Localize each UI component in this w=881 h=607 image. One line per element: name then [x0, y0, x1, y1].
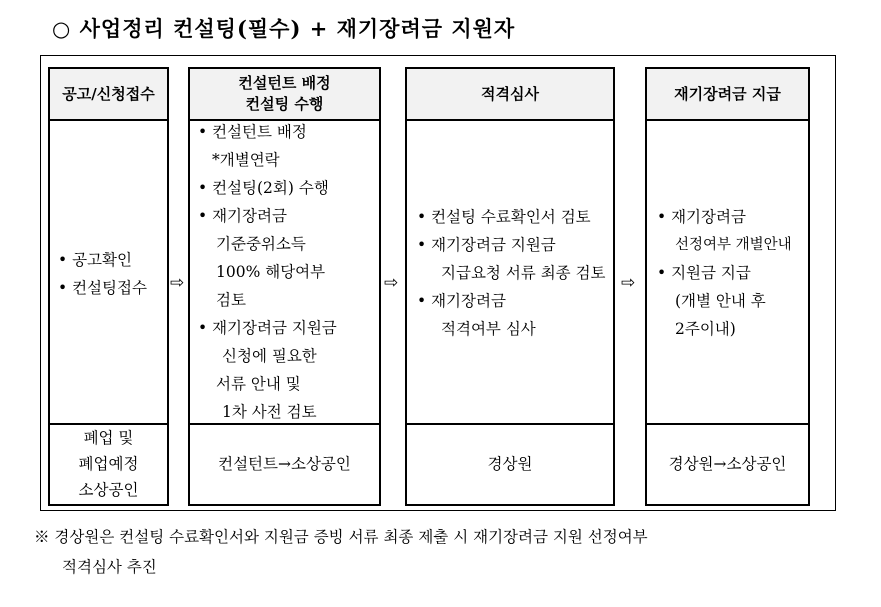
- body-line: • 재기장려금 지원금: [198, 319, 337, 337]
- header-line: 공고/신청접수: [62, 84, 155, 103]
- step-body: [50, 119, 167, 425]
- footer-line: 폐업 및: [83, 428, 134, 447]
- step-payment: [645, 67, 810, 506]
- header-line: 컨설팅 수행: [245, 95, 324, 113]
- footer-line: 컨설턴트→소상공인: [218, 454, 351, 473]
- body-line: (개별 안내 후: [675, 292, 766, 310]
- body-line: • 컨설팅접수: [58, 279, 147, 297]
- header-line: 적격심사: [481, 84, 539, 103]
- step-body: [190, 119, 379, 425]
- body-line: • 공고확인: [58, 251, 132, 269]
- step-body: [407, 119, 613, 425]
- body-line: • 재기장려금: [657, 208, 746, 226]
- body-line: 서류 안내 및: [216, 375, 301, 393]
- step-footer: [407, 423, 613, 504]
- body-line: 적격여부 심사: [441, 320, 536, 338]
- body-line: • 지원금 지급: [657, 264, 751, 282]
- body-line: • 재기장려금 지원금: [417, 236, 556, 254]
- body-line: 100% 해당여부: [216, 263, 326, 281]
- step-footer: [190, 423, 379, 504]
- step-review: [405, 67, 615, 506]
- header-line: 컨설턴트 배정: [238, 74, 331, 92]
- body-line: • 컨설팅(2회) 수행: [198, 179, 329, 197]
- step-header: [50, 69, 167, 121]
- step-application: [48, 67, 169, 506]
- body-line: • 재기장려금: [417, 292, 506, 310]
- step-body: [647, 119, 808, 425]
- body-line: 선정여부 개별안내: [675, 237, 792, 253]
- footnote-line: 적격심사 추진: [62, 558, 157, 576]
- step-header: [407, 69, 613, 121]
- body-line: 지급요청 서류 최종 검토: [441, 264, 606, 282]
- page-title: ○ 사업정리 컨설팅(필수) + 재기장려금 지원자: [52, 16, 516, 41]
- body-line: • 재기장려금: [198, 207, 287, 225]
- footer-line: 경상원: [487, 454, 533, 473]
- body-line: 1차 사전 검토: [222, 403, 317, 421]
- right-arrow-icon: ⇨: [621, 273, 636, 293]
- body-line: *개별연락: [212, 151, 280, 169]
- body-line: 2주이내): [675, 320, 736, 338]
- body-line: 검토: [216, 291, 246, 309]
- step-header: [647, 69, 808, 121]
- step-header: [190, 69, 379, 121]
- footnote: [34, 522, 648, 582]
- footer-line: 소상공인: [78, 480, 139, 499]
- step-footer: [647, 423, 808, 504]
- body-line: • 컨설팅 수료확인서 검토: [417, 208, 591, 226]
- header-line: 재기장려금 지급: [674, 84, 781, 103]
- body-line: • 컨설턴트 배정: [198, 123, 307, 141]
- body-line: 기준중위소득: [216, 235, 306, 253]
- footnote-line: ※ 경상원은 컨설팅 수료확인서와 지원금 증빙 서류 최종 제출 시 재기장려금 지원 선정여부: [34, 528, 648, 546]
- step-consulting: [188, 67, 381, 506]
- right-arrow-icon: ⇨: [170, 273, 185, 293]
- body-line: 신청에 필요한: [222, 347, 317, 365]
- footer-line: 경상원→소상공인: [668, 454, 787, 473]
- right-arrow-icon: ⇨: [384, 273, 399, 293]
- footer-line: 폐업예정: [78, 454, 139, 473]
- step-footer: [50, 423, 167, 504]
